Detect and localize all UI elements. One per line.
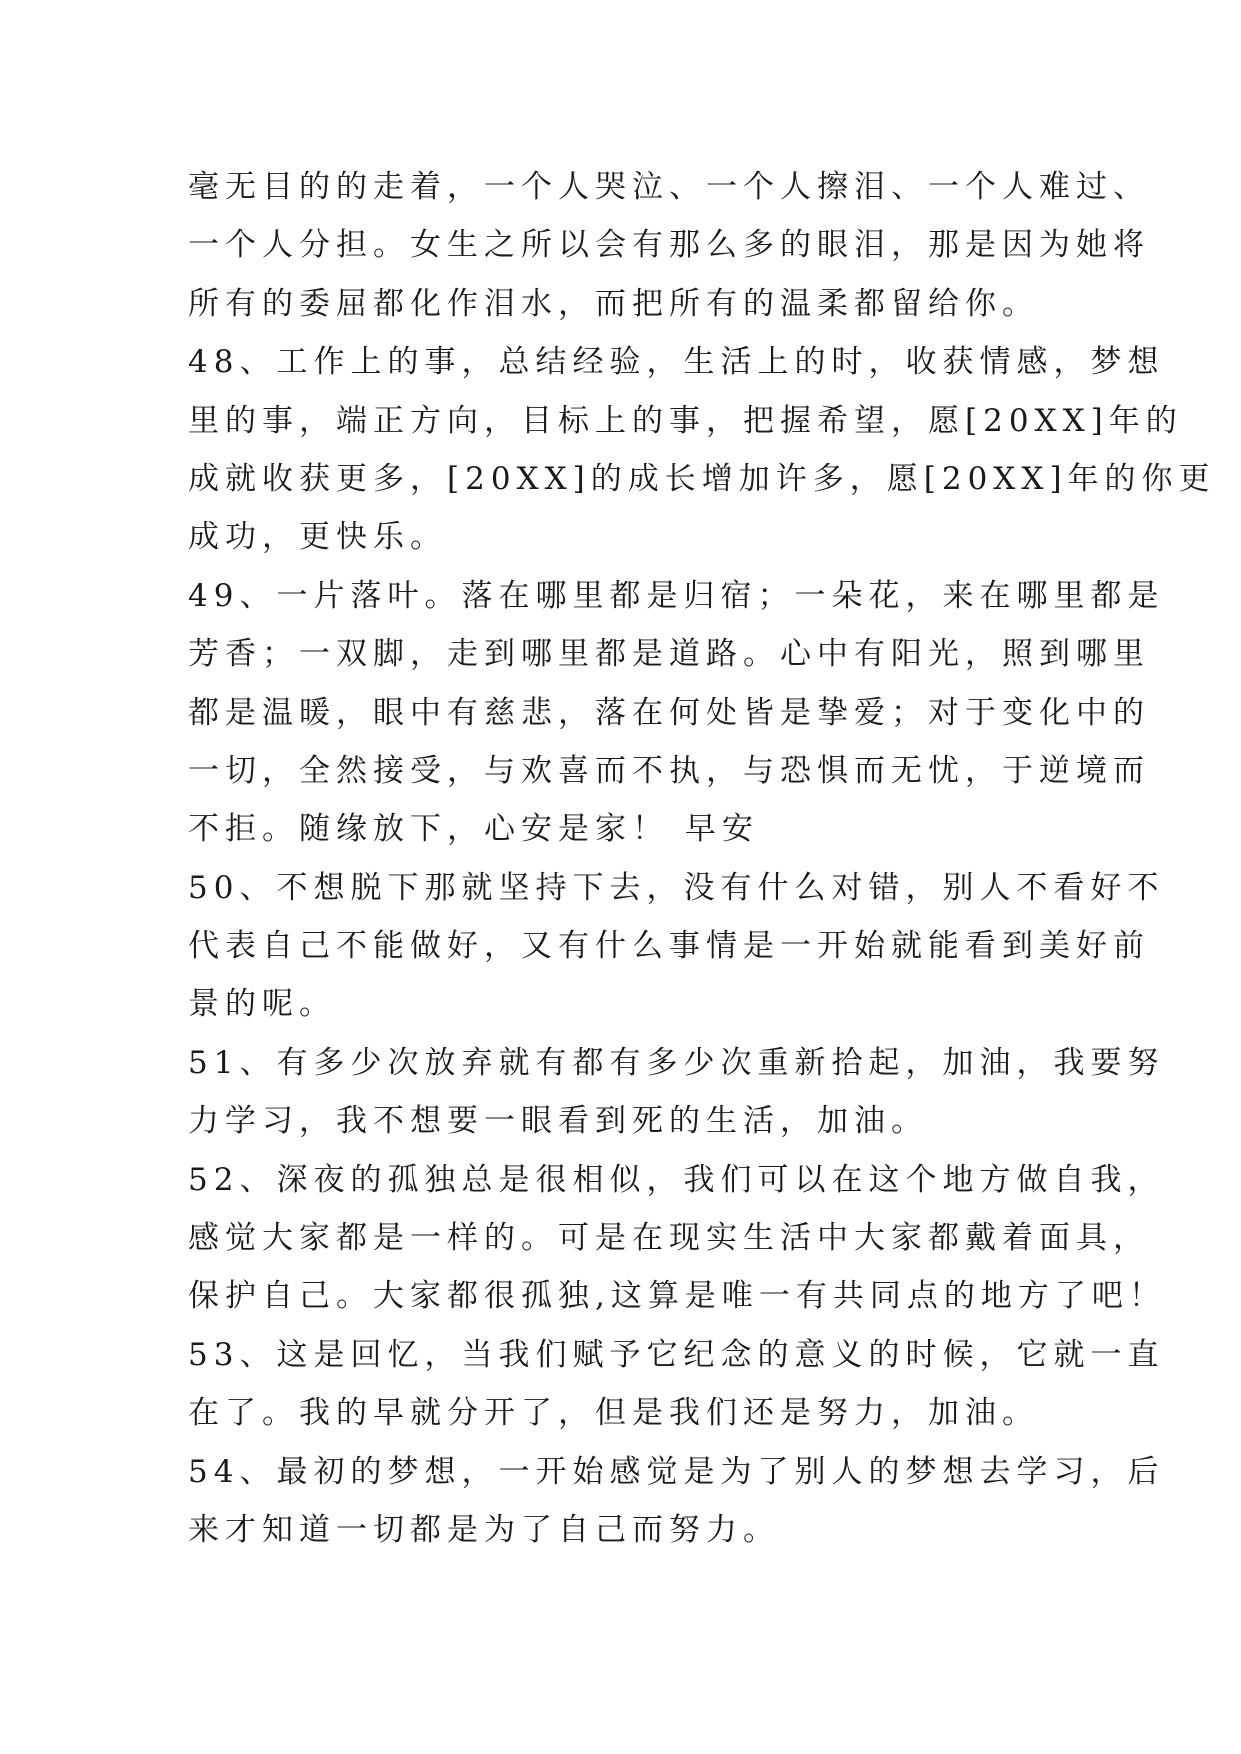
text-line: 不拒。随缘放下，心安是家！ 早安 — [188, 811, 759, 848]
text-line: 成功，更快乐。 — [188, 519, 447, 556]
text-line: 49、一片落叶。落在哪里都是归宿；一朵花，来在哪里都是 — [188, 577, 1165, 614]
text-line: 里的事，端正方向，目标上的事，把握希望，愿[20XX]年的 — [188, 402, 1183, 439]
text-line: 51、有多少次放弃就有都有多少次重新拾起，加油，我要努 — [188, 1044, 1165, 1081]
text-line: 53、这是回忆，当我们赋予它纪念的意义的时候，它就一直 — [188, 1336, 1165, 1373]
text-line: 代表自己不能做好，又有什么事情是一开始就能看到美好前 — [188, 928, 1150, 965]
text-line: 来才知道一切都是为了自己而努力。 — [188, 1511, 780, 1548]
text-line: 保护自己。大家都很孤独,这算是唯一有共同点的地方了吧！ — [188, 1278, 1166, 1315]
text-line: 在了。我的早就分开了，但是我们还是努力，加油。 — [188, 1395, 1039, 1432]
text-line: 景的呢。 — [188, 986, 336, 1023]
text-line: 毫无目的的走着，一个人哭泣、一个人擦泪、一个人难过、 — [188, 169, 1150, 205]
text-line: 48、工作上的事，总结经验，生活上的时，收获情感，梦想 — [188, 344, 1165, 381]
document-body — [188, 158, 1216, 1559]
text-line: 一个人分担。女生之所以会有那么多的眼泪，那是因为她将 — [188, 227, 1150, 264]
text-line: 一切，全然接受，与欢喜而不执，与恐惧而无忧，于逆境而 — [188, 752, 1150, 789]
text-line: 50、不想脱下那就坚持下去，没有什么对错，别人不看好不 — [188, 869, 1165, 906]
text-line: 所有的委屈都化作泪水，而把所有的温柔都留给你。 — [188, 285, 1039, 322]
text-line: 都是温暖，眼中有慈悲，落在何处皆是挚爱；对于变化中的 — [188, 694, 1150, 731]
text-line: 成就收获更多，[20XX]的成长增加许多，愿[20XX]年的你更 — [188, 460, 1216, 497]
text-line: 54、最初的梦想，一开始感觉是为了别人的梦想去学习，后 — [188, 1453, 1165, 1490]
text-line: 芳香；一双脚，走到哪里都是道路。心中有阳光，照到哪里 — [188, 636, 1150, 673]
text-line: 力学习，我不想要一眼看到死的生活，加油。 — [188, 1103, 928, 1140]
text-line: 52、深夜的孤独总是很相似，我们可以在这个地方做自我， — [188, 1161, 1165, 1198]
text-line: 感觉大家都是一样的。可是在现实生活中大家都戴着面具， — [188, 1220, 1150, 1257]
